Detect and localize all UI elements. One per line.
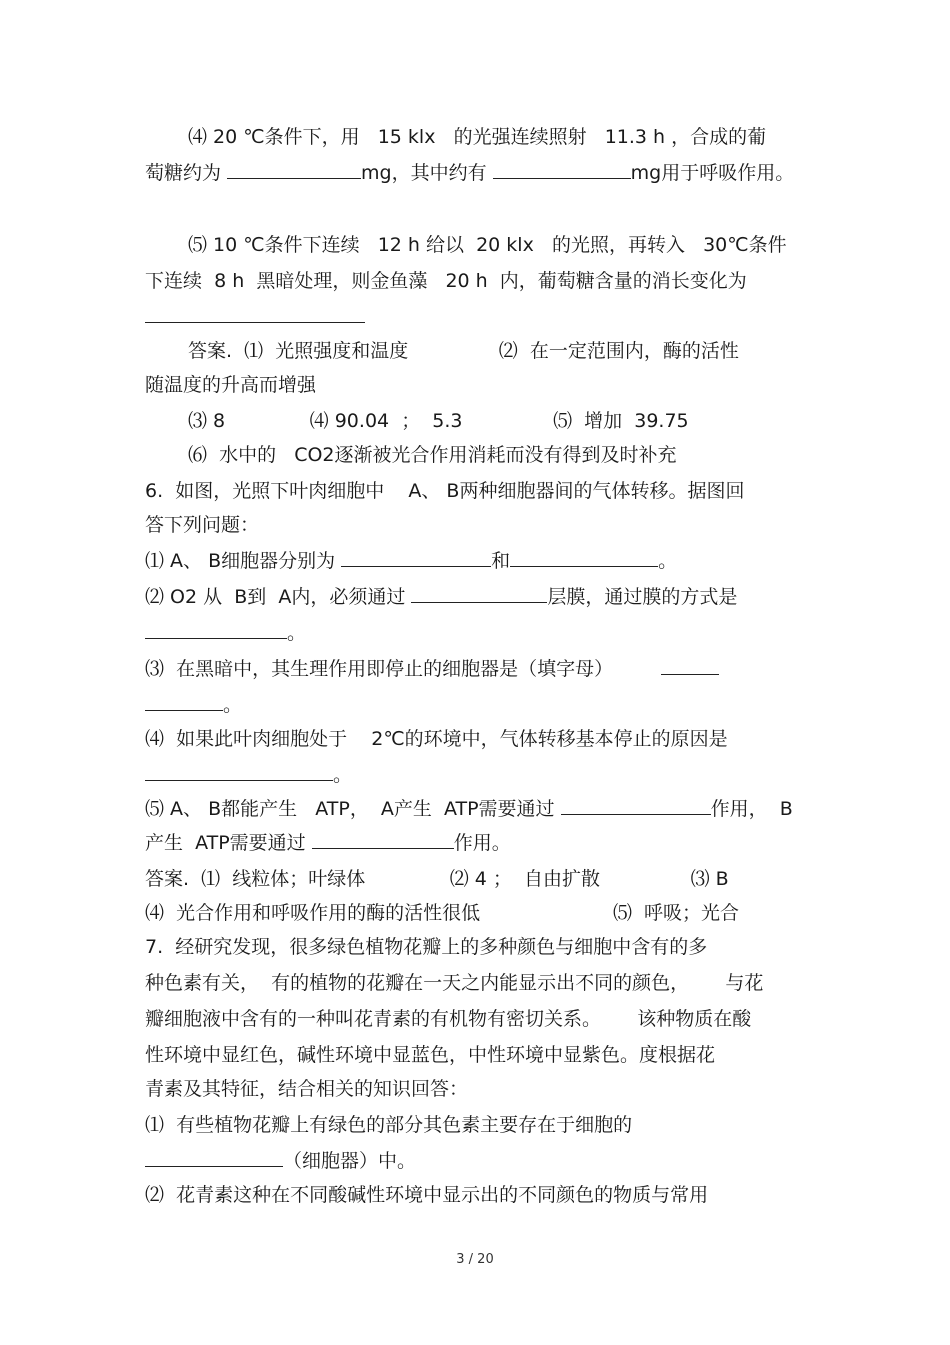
- q5-part5-blank-line: [145, 304, 365, 330]
- answer-blank: [145, 620, 287, 639]
- q6-stem-cont: 答下列问题：: [145, 514, 260, 536]
- answer-blank: [661, 656, 719, 675]
- q6-part5: ⑸ A、 B都能产生 ATP， A产生 ATP需要通过 作用， B: [145, 798, 793, 820]
- answer-blank: [493, 160, 631, 179]
- answer-blank: [510, 548, 658, 567]
- answer-blank: [312, 830, 454, 849]
- q5-answer-cont: 随温度的升高而增强: [145, 374, 317, 396]
- q5-answer-6: ⑹ 水中的 CO2逐渐被光合作用消耗而没有得到及时补充: [188, 444, 677, 466]
- q5-part4-cont: 萄糖约为 mg，其中约有 mg用于呼吸作用。: [145, 162, 795, 184]
- answer-blank: [341, 548, 491, 567]
- q5-part4: ⑷ 20 ℃条件下，用 15 klx 的光强连续照射 11.3 h ，合成的葡: [188, 126, 767, 148]
- answer-blank: [227, 160, 361, 179]
- page-number: 3 / 20: [456, 1252, 494, 1267]
- q7-part1: ⑴ 有些植物花瓣上有绿色的部分其色素主要存在于细胞的: [145, 1114, 633, 1136]
- q6-part1: ⑴ A、 B细胞器分别为 和 。: [145, 550, 678, 572]
- q6-part5-cont: 产生 ATP需要通过 作用。: [145, 832, 511, 854]
- q5-part5: ⑸ 10 ℃条件下连续 12 h 给以 20 klx 的光照，再转入 30℃条件: [188, 234, 787, 256]
- answer-blank: [145, 1148, 283, 1167]
- answer-blank: [561, 796, 711, 815]
- q7-stem-3: 瓣细胞液中含有的一种叫花青素的有机物有密切关系。 该种物质在酸: [145, 1008, 752, 1030]
- q5-answer: 答案. ⑴ 光照强度和温度 ⑵ 在一定范围内，酶的活性: [188, 340, 739, 362]
- q6-part2: ⑵ O2 从 B到 A内，必须通过 层膜，通过膜的方式是: [145, 586, 738, 608]
- q7-part1-cont: （细胞器）中。: [145, 1148, 416, 1174]
- q6-part4-blank-line: 。: [145, 762, 352, 788]
- q5-answer-values: ⑶ 8 ⑷ 90.04 ； 5.3 ⑸ 增加 39.75: [188, 410, 689, 432]
- q6-part4: ⑷ 如果此叶肉细胞处于 2℃的环境中，气体转移基本停止的原因是: [145, 728, 728, 750]
- q7-stem-2: 种色素有关， 有的植物的花瓣在一天之内能显示出不同的颜色， 与花: [145, 972, 764, 994]
- q7-stem: 7. 经研究发现，很多绿色植物花瓣上的多种颜色与细胞中含有的多: [145, 936, 708, 958]
- q6-part3-blank-line: 。: [145, 692, 242, 718]
- q6-answer: 答案. ⑴ 线粒体；叶绿体 ⑵ 4 ； 自由扩散 ⑶ B: [145, 868, 729, 890]
- q7-stem-4: 性环境中显红色，碱性环境中显蓝色，中性环境中显紫色。度根据花: [145, 1044, 716, 1066]
- q7-stem-5: 青素及其特征，结合相关的知识回答：: [145, 1078, 469, 1100]
- q6-part2-blank-line: 。: [145, 620, 306, 646]
- answer-blank: [145, 692, 223, 711]
- q6-stem: 6. 如图，光照下叶肉细胞中 A、 B两种细胞器间的气体转移。据图回: [145, 480, 745, 502]
- q7-part2: ⑵ 花青素这种在不同酸碱性环境中显示出的不同颜色的物质与常用: [145, 1184, 709, 1206]
- answer-blank: [145, 762, 333, 781]
- q6-answer-cont: ⑷ 光合作用和呼吸作用的酶的活性很低 ⑸ 呼吸；光合: [145, 902, 740, 924]
- answer-blank: [411, 584, 547, 603]
- q5-part5-cont: 下连续 8 h 黑暗处理，则金鱼藻 20 h 内，葡萄糖含量的消长变化为: [145, 270, 747, 292]
- answer-blank: [145, 304, 365, 323]
- q6-part3: ⑶ 在黑暗中，其生理作用即停止的细胞器是（填字母）: [145, 656, 719, 682]
